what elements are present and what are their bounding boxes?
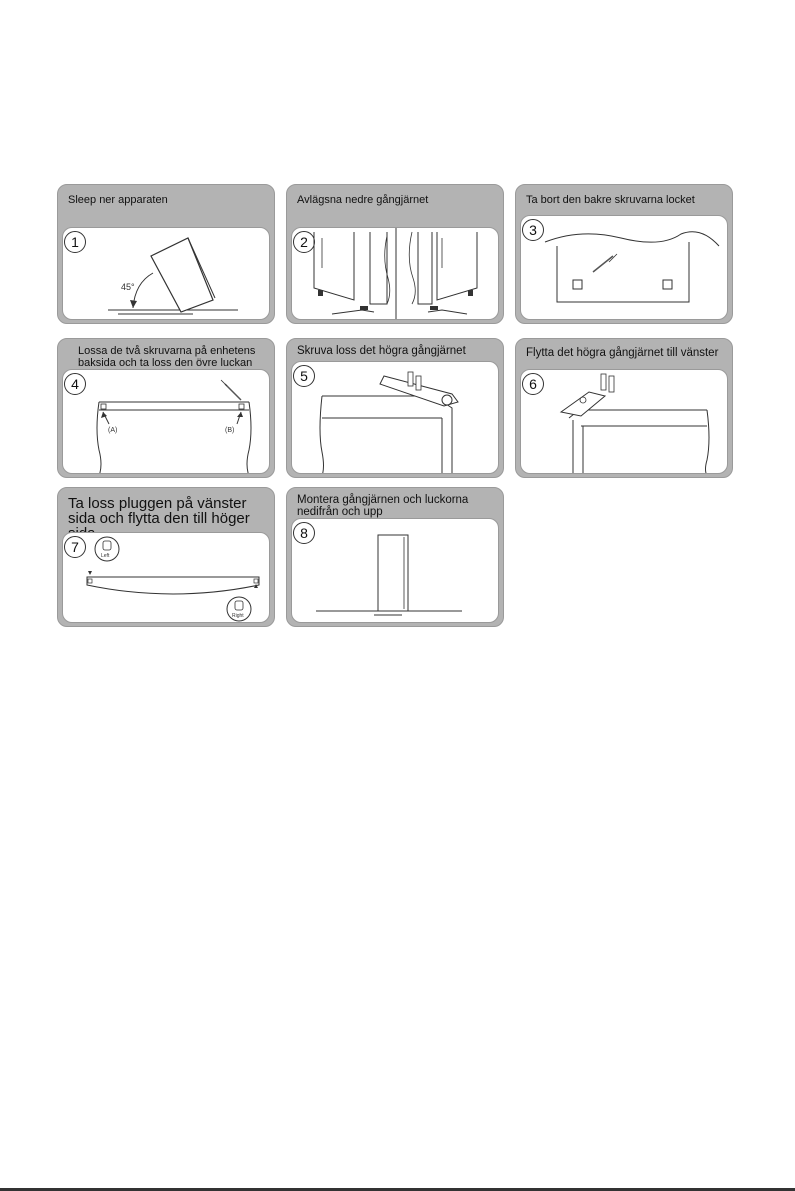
step-illustration-panel	[62, 369, 270, 474]
step-title: Ta bort den bakre skruvarna locket	[526, 194, 695, 206]
step-card-5	[286, 338, 504, 478]
step-card-8	[286, 487, 504, 627]
step-card-1	[57, 184, 275, 324]
step-illustration-panel	[520, 215, 728, 320]
step-number: 8	[293, 522, 315, 544]
plug-left-to-right-illustration	[63, 533, 270, 623]
step-number: 5	[293, 365, 315, 387]
step-illustration-panel	[291, 361, 499, 474]
step-illustration-panel	[520, 369, 728, 474]
right-label: Right	[232, 613, 244, 619]
step-card-6	[515, 338, 733, 478]
step-card-2	[286, 184, 504, 324]
lower-hinge-illustration	[292, 228, 499, 320]
screw-a-label: (A)	[108, 427, 118, 434]
step-illustration-panel	[291, 227, 499, 320]
step-card-3	[515, 184, 733, 324]
step-title: Lossa de två skruvarna på enhetens baksida och ta loss den övre luckan	[78, 345, 256, 369]
screw-b-label: (B)	[225, 427, 235, 434]
step-illustration-panel	[291, 518, 499, 623]
step-illustration-panel	[62, 532, 270, 623]
step-title: Sleep ner apparaten	[68, 194, 168, 206]
unscrew-right-hinge-illustration	[292, 362, 499, 474]
step-title: Avlägsna nedre gångjärnet	[297, 194, 429, 206]
move-hinge-left-illustration	[521, 370, 728, 474]
back-cover-illustration	[521, 216, 728, 320]
step-title: Flytta det högra gångjärnet till vänster	[526, 347, 719, 359]
step-title: Skruva loss det högra gångjärnet	[297, 345, 466, 357]
step-number: 2	[293, 231, 315, 253]
step-number: 4	[64, 373, 86, 395]
step-card-4	[57, 338, 275, 478]
top-lid-screws-illustration	[63, 370, 270, 474]
step-number: 7	[64, 536, 86, 558]
assemble-hinges-illustration	[292, 519, 499, 623]
step-title: Montera gångjärnen och luckorna nedifrån och upp	[297, 494, 469, 518]
step-number: 1	[64, 231, 86, 253]
step-title: Ta loss pluggen på vänster sida och flytta den till höger	[68, 495, 250, 527]
step-number: 3	[522, 219, 544, 241]
step-illustration-panel	[62, 227, 270, 320]
step-number: 6	[522, 373, 544, 395]
step-card-7	[57, 487, 275, 627]
tilt-appliance-illustration	[63, 228, 270, 320]
angle-label: 45°	[121, 282, 135, 292]
left-label: Left	[101, 553, 110, 559]
